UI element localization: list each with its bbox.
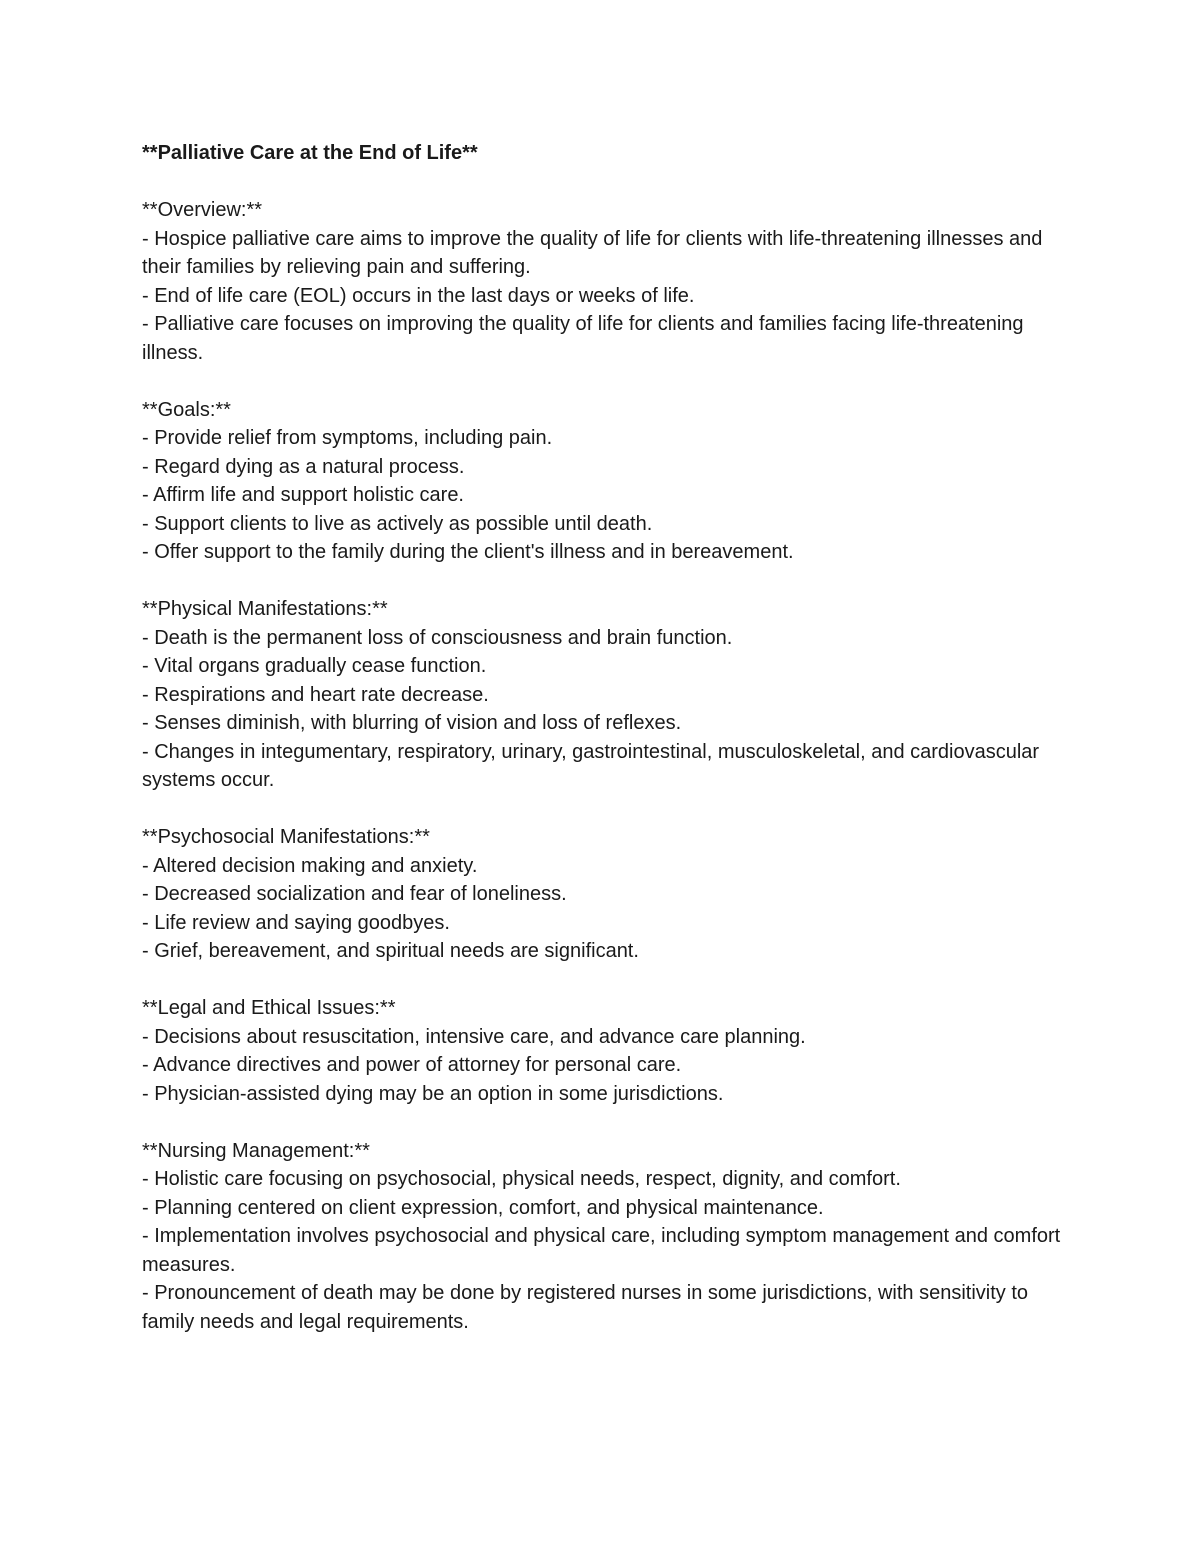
bullet-line: - Senses diminish, with blurring of vision and loss of reflexes.	[142, 712, 682, 734]
bullet-line: - Advance directives and power of attorney for personal care.	[142, 1054, 682, 1076]
bullet-line: - Vital organs gradually cease function.	[142, 655, 487, 677]
bullet-line: - Decisions about resuscitation, intensive care, and advance care planning.	[142, 1025, 806, 1048]
section-heading: **Overview:**	[142, 199, 263, 221]
bullet-line: - Palliative care focuses on improving the quality of life for clients and families facing life-threatening illness.	[142, 313, 1024, 364]
bullet-line: - Changes in integumentary, respiratory, urinary, gastrointestinal, musculoskeletal, and cardiovascular systems occur.	[142, 740, 1040, 791]
section-nursing-management	[142, 1137, 1072, 1337]
section-legal-ethical-issues	[142, 994, 1072, 1108]
section-heading: **Goals:**	[142, 398, 231, 421]
bullet-line: - Implementation involves psychosocial and physical care, including symptom management and comfort measures.	[142, 1225, 1061, 1276]
section-goals	[142, 396, 1072, 567]
bullet-line: - Decreased socialization and fear of loneliness.	[142, 883, 567, 905]
bullet-line: - Offer support to the family during the client's illness and in bereavement.	[142, 541, 794, 563]
bullet-line: - Affirm life and support holistic care.	[142, 484, 464, 506]
bullet-line: - Death is the permanent loss of consciousness and brain function.	[142, 626, 733, 649]
section-heading: **Nursing Management:**	[142, 1139, 370, 1162]
bullet-line: - Support clients to live as actively as possible until death.	[142, 512, 653, 535]
document-title: **Palliative Care at the End of Life**	[142, 142, 478, 164]
bullet-line: - Respirations and heart rate decrease.	[142, 683, 489, 706]
bullet-line: - Regard dying as a natural process.	[142, 455, 465, 478]
bullet-line: - Life review and saying goodbyes.	[142, 911, 450, 934]
bullet-line: - Altered decision making and anxiety.	[142, 854, 478, 877]
bullet-line: - Planning centered on client expression, comfort, and physical maintenance.	[142, 1196, 824, 1219]
section-overview	[142, 196, 1072, 367]
bullet-line: - Physician-assisted dying may be an option in some jurisdictions.	[142, 1082, 724, 1105]
section-heading: **Physical Manifestations:**	[142, 598, 388, 620]
section-psychosocial-manifestations	[142, 823, 1072, 966]
bullet-line: - Provide relief from symptoms, including pain.	[142, 427, 553, 449]
section-heading: **Psychosocial Manifestations:**	[142, 826, 430, 848]
bullet-line: - Grief, bereavement, and spiritual needs are significant.	[142, 940, 639, 962]
bullet-line: - Pronouncement of death may be done by registered nurses in some jurisdictions, with sensitivity to family needs and legal requirements.	[142, 1282, 1028, 1333]
section-physical-manifestations	[142, 595, 1072, 795]
bullet-line: - End of life care (EOL) occurs in the last days or weeks of life.	[142, 284, 695, 307]
bullet-line: - Holistic care focusing on psychosocial, physical needs, respect, dignity, and comfort.	[142, 1168, 901, 1190]
section-heading: **Legal and Ethical Issues:**	[142, 997, 396, 1019]
document-body	[142, 139, 1072, 1336]
bullet-line: - Hospice palliative care aims to improve the quality of life for clients with life-threatening illnesses and their families by relieving pain and suffering.	[142, 227, 1043, 278]
